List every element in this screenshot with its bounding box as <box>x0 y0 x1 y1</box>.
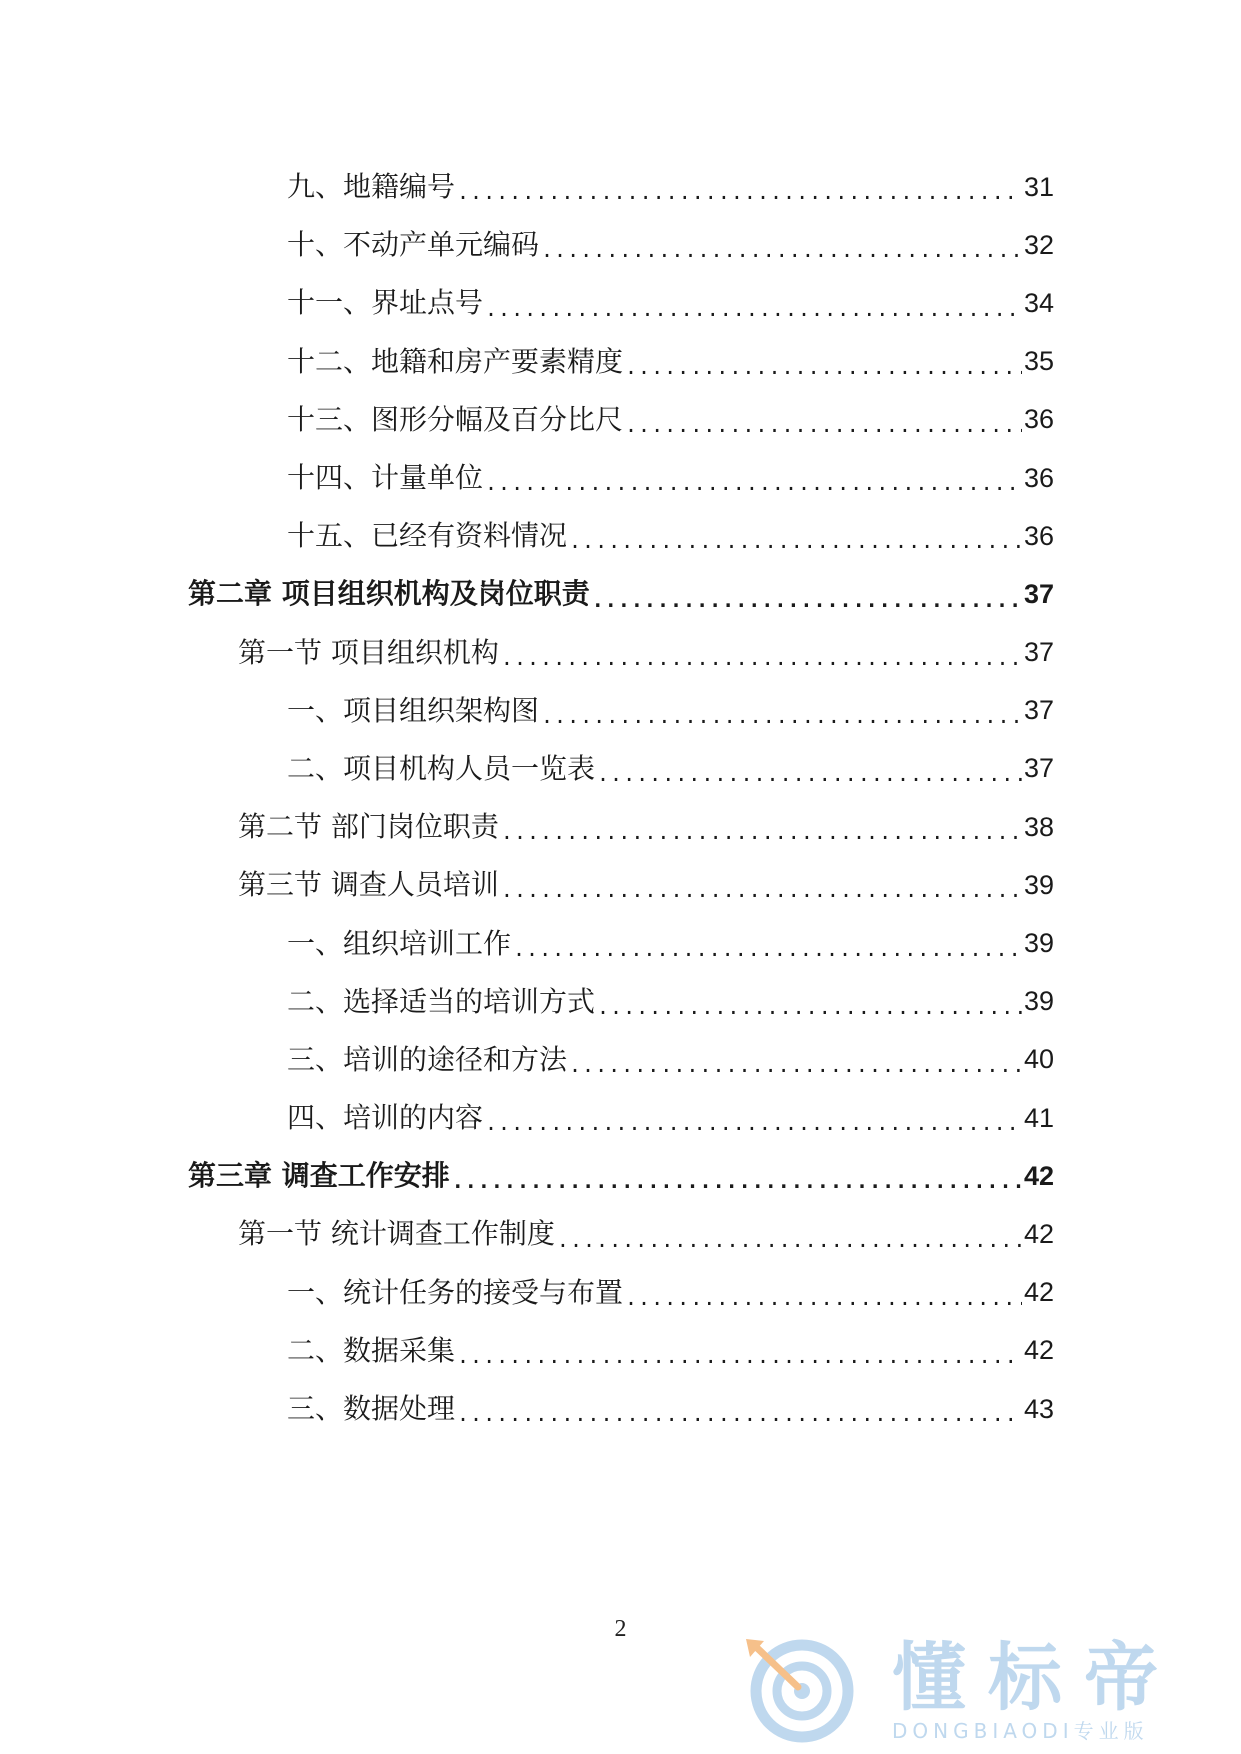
toc-entry-page: 36 <box>1023 404 1054 435</box>
toc-dot-leader <box>452 1171 1022 1205</box>
toc-dot-leader <box>541 240 1022 274</box>
toc-entry-page: 42 <box>1023 1160 1054 1191</box>
toc-entry-page: 37 <box>1023 753 1054 784</box>
toc-dot-leader <box>513 939 1022 973</box>
toc-entry-title: 九、地籍编号 <box>287 170 456 204</box>
toc-dot-leader <box>457 1346 1022 1380</box>
toc-entry[interactable] <box>0 333 1241 391</box>
target-logo-icon <box>740 1635 860 1745</box>
toc-entry[interactable] <box>0 914 1241 972</box>
toc-dot-leader <box>457 1404 1022 1438</box>
toc-dot-leader <box>501 822 1022 856</box>
toc-entry[interactable] <box>0 1380 1241 1438</box>
toc-entry[interactable] <box>0 216 1241 274</box>
toc-entry[interactable] <box>0 565 1241 623</box>
toc-entry-title: 四、培训的内容 <box>287 1101 484 1135</box>
watermark <box>740 1635 1220 1745</box>
toc-entry-page: 43 <box>1023 1393 1054 1424</box>
toc-entry[interactable] <box>0 507 1241 565</box>
toc-entry-page: 42 <box>1023 1218 1054 1249</box>
toc-entry-page: 39 <box>1023 928 1054 959</box>
toc-entry[interactable] <box>0 1322 1241 1380</box>
toc-entry-page: 39 <box>1023 986 1054 1017</box>
toc-entry-title: 第三章 调查工作安排 <box>188 1159 450 1193</box>
toc-entry-title: 第二章 项目组织机构及岗位职责 <box>188 577 590 611</box>
toc-entry-title: 十五、已经有资料情况 <box>287 519 568 553</box>
toc-entry-page: 32 <box>1023 229 1054 260</box>
toc-entry-page: 42 <box>1023 1277 1054 1308</box>
toc-entry[interactable] <box>0 158 1241 216</box>
toc-dot-leader <box>597 997 1022 1031</box>
toc-entry[interactable] <box>0 682 1241 740</box>
toc-dot-leader <box>625 357 1022 391</box>
toc-entry[interactable] <box>0 274 1241 332</box>
toc-dot-leader <box>597 764 1022 798</box>
toc-entry-title: 二、项目机构人员一览表 <box>287 751 596 785</box>
toc-entry-page: 37 <box>1023 578 1054 609</box>
watermark-brand: 懂标帝 <box>892 1635 1180 1721</box>
toc-entry-page: 36 <box>1023 520 1054 551</box>
toc-entry[interactable] <box>0 624 1241 682</box>
toc-entry-title: 二、数据采集 <box>287 1333 456 1367</box>
toc-dot-leader <box>485 1113 1022 1147</box>
toc-entry-title: 十一、界址点号 <box>287 286 484 320</box>
toc-entry-title: 第二节 部门岗位职责 <box>238 810 499 844</box>
toc-entry-title: 一、统计任务的接受与布置 <box>287 1275 624 1309</box>
toc-entry-title: 第一节 项目组织机构 <box>238 635 499 669</box>
toc-dot-leader <box>625 1288 1022 1322</box>
toc-entry-page: 42 <box>1023 1335 1054 1366</box>
toc-entry[interactable] <box>0 391 1241 449</box>
toc-entry-page: 31 <box>1023 171 1054 202</box>
toc-entry[interactable] <box>0 1031 1241 1089</box>
toc-dot-leader <box>625 415 1022 449</box>
toc-entry-page: 36 <box>1023 462 1054 493</box>
toc-entry-page: 34 <box>1023 287 1054 318</box>
table-of-contents <box>0 158 1241 1438</box>
page-number: 2 <box>614 1616 627 1642</box>
toc-entry-title: 十二、地籍和房产要素精度 <box>287 344 624 378</box>
toc-entry[interactable] <box>0 1264 1241 1322</box>
toc-entry-title: 十三、图形分幅及百分比尺 <box>287 402 624 436</box>
toc-dot-leader <box>557 1230 1022 1264</box>
toc-entry-title: 三、培训的途径和方法 <box>287 1042 568 1076</box>
toc-dot-leader <box>569 1055 1022 1089</box>
toc-entry-page: 39 <box>1023 869 1054 900</box>
toc-dot-leader <box>457 182 1022 216</box>
toc-entry-title: 一、项目组织架构图 <box>287 693 540 727</box>
toc-entry-title: 十、不动产单元编码 <box>287 228 540 262</box>
toc-entry-page: 37 <box>1023 695 1054 726</box>
toc-dot-leader <box>569 531 1022 565</box>
toc-entry-page: 35 <box>1023 346 1054 377</box>
toc-entry-page: 41 <box>1023 1102 1054 1133</box>
toc-entry-title: 三、数据处理 <box>287 1392 456 1426</box>
toc-entry[interactable] <box>0 798 1241 856</box>
toc-dot-leader <box>501 648 1022 682</box>
toc-dot-leader <box>485 299 1022 333</box>
toc-entry-title: 二、选择适当的培训方式 <box>287 984 596 1018</box>
toc-entry[interactable] <box>0 1089 1241 1147</box>
toc-entry-page: 40 <box>1023 1044 1054 1075</box>
toc-entry-page: 37 <box>1023 637 1054 668</box>
toc-entry-title: 十四、计量单位 <box>287 461 484 495</box>
toc-entry-title: 一、组织培训工作 <box>287 926 512 960</box>
toc-entry-title: 第一节 统计调查工作制度 <box>238 1217 555 1251</box>
toc-entry[interactable] <box>0 449 1241 507</box>
watermark-subtitle: DONGBIAODI专业版 <box>892 1719 1149 1743</box>
toc-dot-leader <box>541 706 1022 740</box>
toc-entry[interactable] <box>0 973 1241 1031</box>
toc-entry-title: 第三节 调查人员培训 <box>238 868 499 902</box>
toc-dot-leader <box>592 590 1022 624</box>
toc-entry[interactable] <box>0 856 1241 914</box>
toc-dot-leader <box>501 880 1022 914</box>
toc-entry[interactable] <box>0 1205 1241 1263</box>
toc-entry[interactable] <box>0 740 1241 798</box>
toc-entry-page: 38 <box>1023 811 1054 842</box>
toc-entry[interactable] <box>0 1147 1241 1205</box>
toc-dot-leader <box>485 473 1022 507</box>
